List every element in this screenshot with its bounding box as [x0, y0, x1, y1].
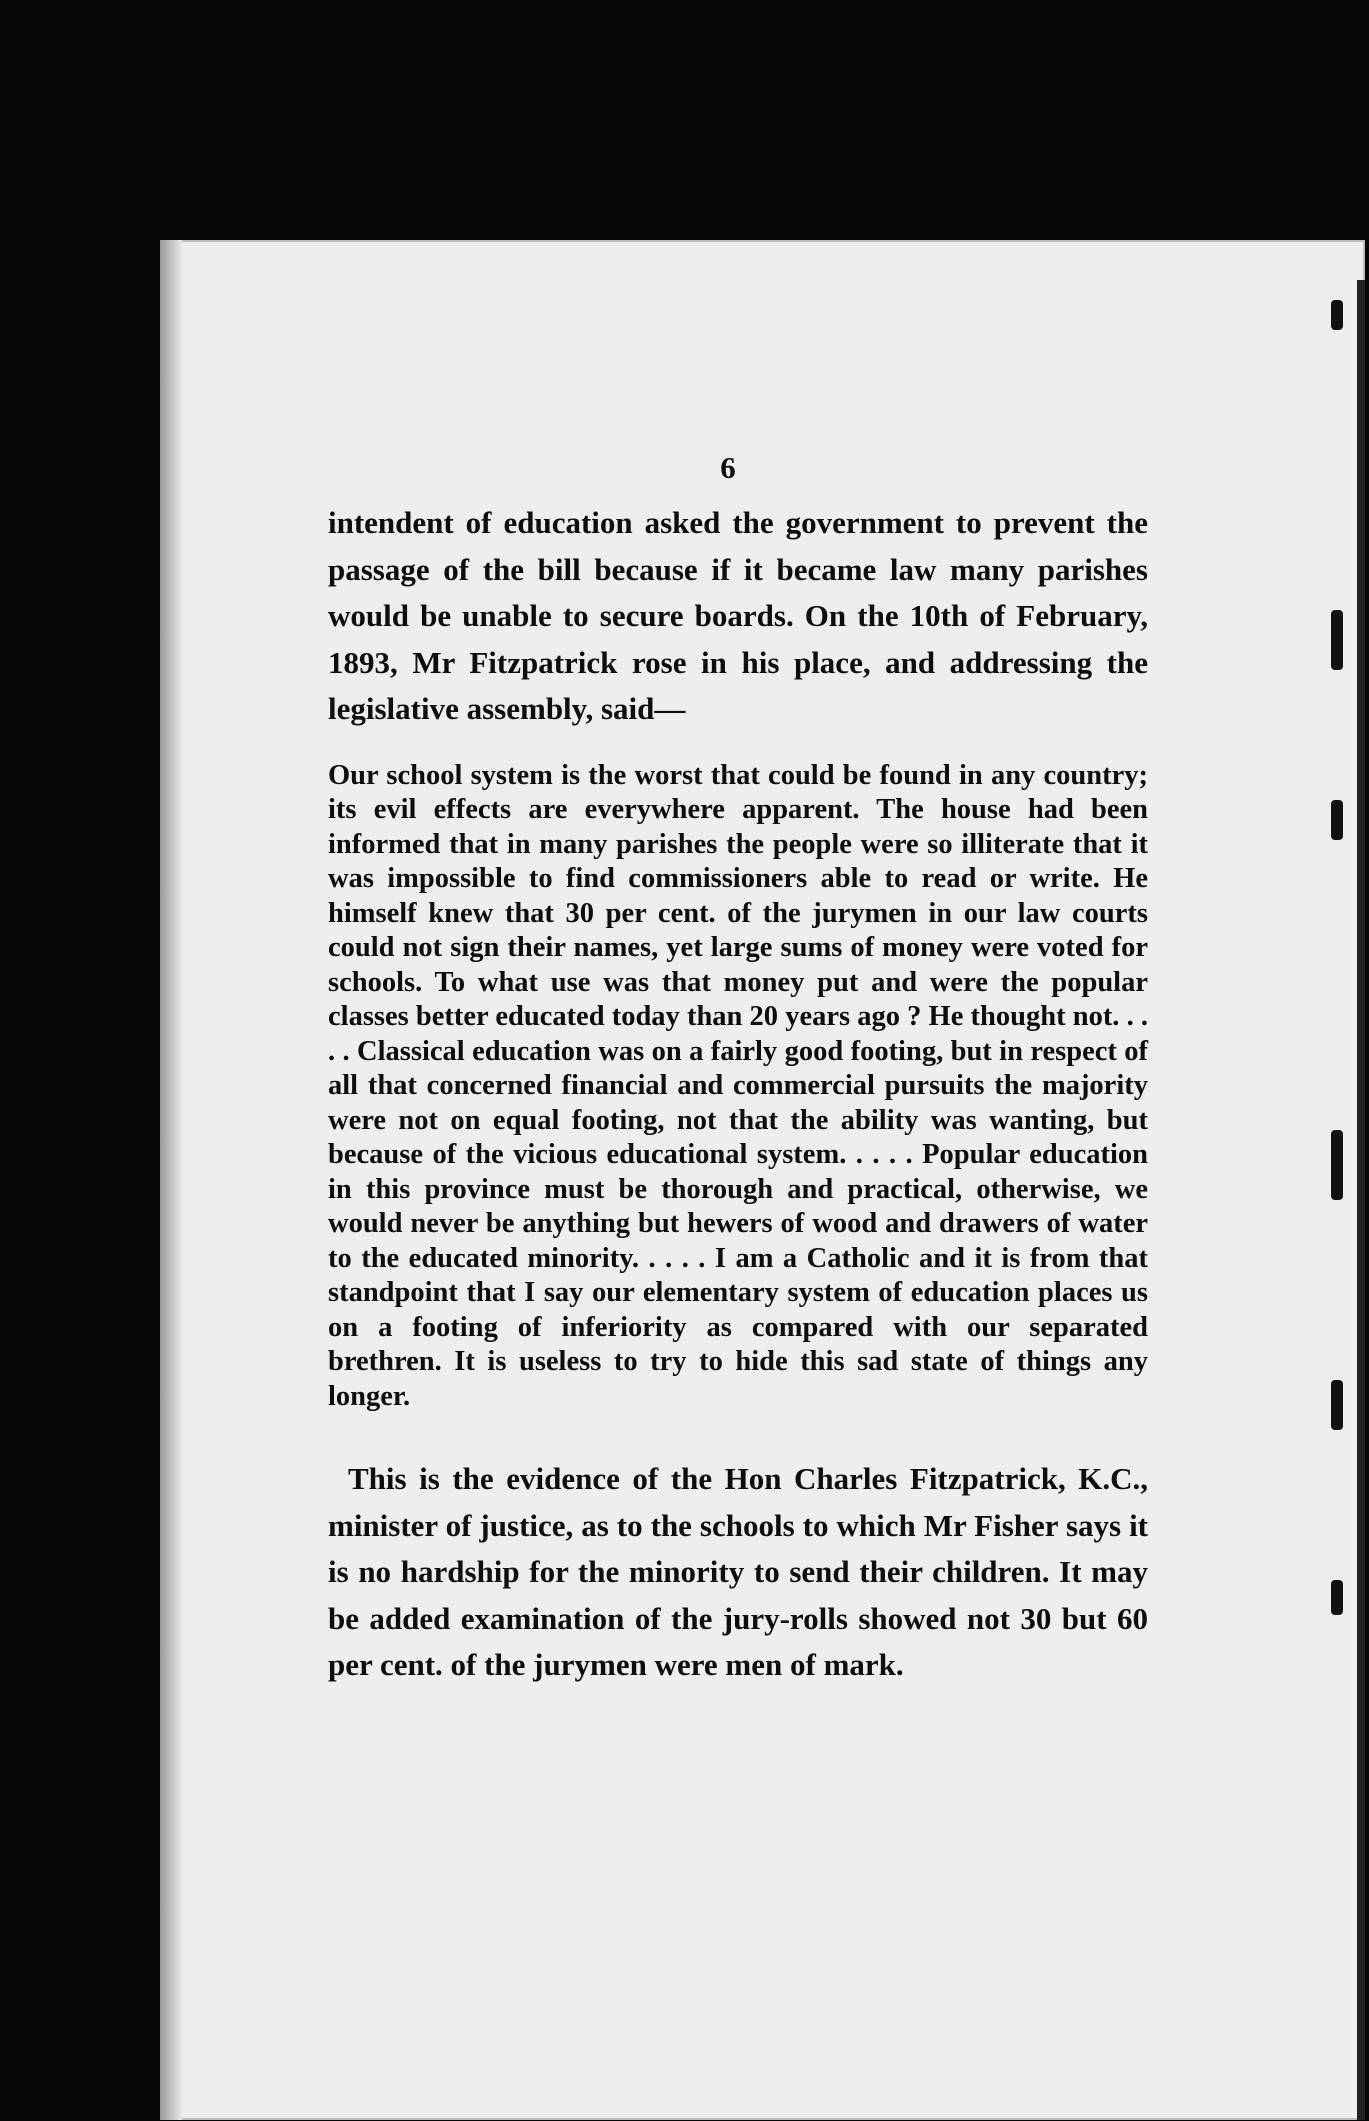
intro-paragraph: intendent of education asked the government to prevent the passage of the bill because if it became law many parishes would be unable to secure boards. On the 10th of February, 1893, Mr Fitzpatrick rose in his place, and addressing the legislative assembly, said—	[328, 505, 1148, 726]
page-number: 6	[720, 450, 736, 485]
binding-marks	[1325, 280, 1355, 1780]
quoted-speech: Our school system is the worst that could be found in any country; its evil effects are everywhere apparent. The house had been informed that in many parishes the people were so illiterate that it was impossible to find commissioners able to read or write. He himself knew that 30 per cent. of the jurymen in our law courts could not sign their names, yet large sums of money were voted for schools. To what use was that money put and were the popular classes better educated today than 20 years ago ? He thought not. . . . . Classical education was on a fairly good footing, but in respect of all that concerned financial and commercial pursuits the majority were not on equal footing, not that the ability was wanting, but because of the vicious educational system. . . . . Popular education in this province must be thorough and practical, otherwise, we would never be anything but hewers of wood and drawers of water to the educated minority. . . . . I am a Catholic and it is from that standpoint that I say our elementary system of education places us on a footing of inferiority as compared with our separated brethren. It is useless to try to hide this sad state of things any longer.	[328, 759, 1148, 1412]
page-content	[328, 450, 1148, 1720]
closing-paragraph: This is the evidence of the Hon Charles Fitzpatrick, K.C., minister of justice, as to the schools to which Mr Fisher says it is no hardship for the minority to send their children. It may be added examination of the jury-rolls showed not 30 but 60 per cent. of the jurymen were men of mark.	[328, 1461, 1148, 1682]
page-gutter-shadow	[160, 240, 182, 2120]
page-edge	[1357, 280, 1365, 2120]
